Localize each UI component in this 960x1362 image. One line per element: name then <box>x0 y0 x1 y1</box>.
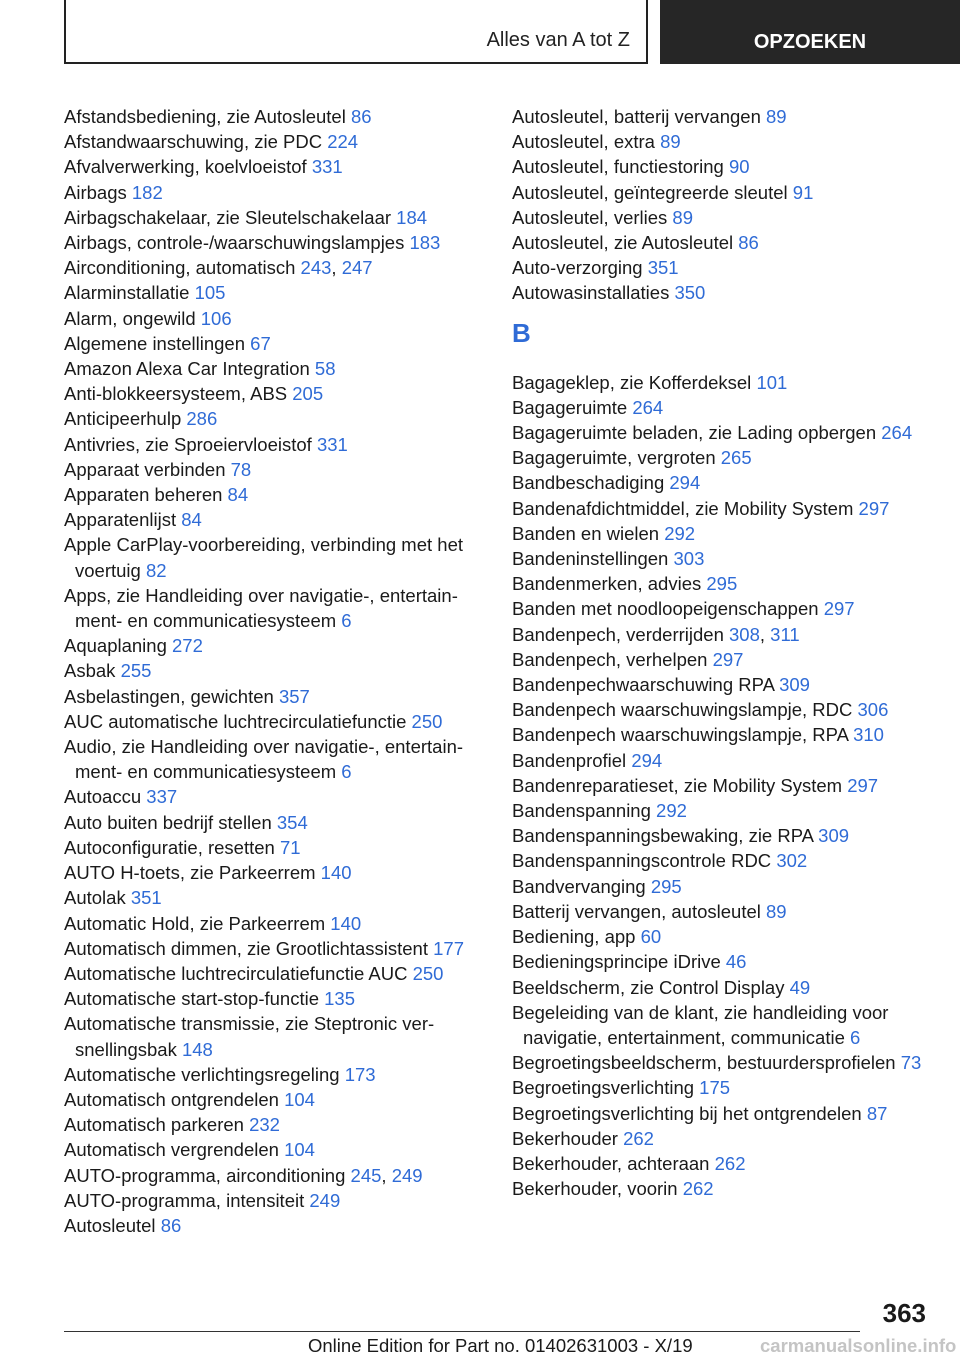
index-entry-term: Bedieningsprincipe iDrive <box>512 951 726 973</box>
index-entry <box>64 1087 484 1112</box>
page-reference-link[interactable]: 331 <box>311 156 343 178</box>
index-entry-term: Bandenpech, verhelpen <box>512 648 713 670</box>
index-entry <box>512 722 922 747</box>
index-entry <box>64 709 484 734</box>
page-reference-link[interactable]: 262 <box>682 1178 714 1200</box>
index-entry-term: Automatisch vergrendelen <box>64 1139 285 1161</box>
index-entry-term: Autosleutel, verlies <box>512 206 673 228</box>
page-reference-link[interactable]: 183 <box>409 232 441 254</box>
page-reference-link[interactable]: 297 <box>858 497 890 519</box>
index-entry <box>512 798 922 823</box>
index-entry <box>64 356 484 381</box>
index-entry-term: Bandenspanning <box>512 800 657 822</box>
index-entry-term: Bandenpech waarschuwingslampje, RDC <box>512 699 858 721</box>
page-reference-link[interactable]: 101 <box>756 371 788 393</box>
index-entry <box>512 104 922 129</box>
index-entry-term: Audio, zie Handleiding over navigatie-, entertainment- en communicatiesysteem <box>64 736 464 783</box>
index-entry <box>64 306 484 331</box>
index-entry <box>64 432 484 457</box>
index-entry <box>64 860 484 885</box>
index-entry-term: Afstandsbediening, zie Autosleutel <box>64 106 351 127</box>
index-entry <box>512 773 922 798</box>
page-reference-link[interactable]: 173 <box>344 1063 376 1085</box>
index-entry-term: Algemene instellingen <box>64 332 251 354</box>
index-entry-term: Autosleutel, geïntegreerde sleutel <box>512 181 793 203</box>
page-reference-link[interactable]: 337 <box>146 786 178 808</box>
index-entry <box>512 280 922 305</box>
page-reference-link[interactable]: 264 <box>632 396 664 418</box>
index-entry <box>512 1126 922 1151</box>
index-entry <box>512 445 922 470</box>
index-entry <box>512 496 922 521</box>
index-entry-term: Anti-blokkeersysteem, ABS <box>64 383 293 405</box>
page-reference-link[interactable]: 249 <box>391 1164 423 1186</box>
page-reference-link[interactable]: 184 <box>396 206 428 228</box>
index-entry-term: Apparaat verbinden <box>64 458 231 480</box>
page-reference-link[interactable]: 262 <box>714 1152 746 1174</box>
page-reference-link[interactable]: 224 <box>327 131 359 153</box>
page-reference-link[interactable]: 292 <box>656 800 687 822</box>
index-entry-term: Beeldscherm, zie Control Display <box>512 976 790 998</box>
index-entry-term: Autosleutel, extra <box>512 131 661 153</box>
page-reference-link[interactable]: 264 <box>881 422 913 444</box>
page-reference-link[interactable]: 351 <box>647 257 679 279</box>
page-reference-link[interactable]: 294 <box>631 749 663 771</box>
index-entry-term: Autosleutel <box>64 1214 161 1236</box>
index-entry-term: Autosleutel, zie Autosleutel <box>512 232 739 254</box>
header-label: Alles van A tot Z <box>486 29 630 51</box>
index-entry-term: Asbelastingen, gewichten <box>64 685 279 707</box>
index-entry <box>512 205 922 230</box>
page-reference-link[interactable]: 306 <box>857 699 889 721</box>
index-entry-term: Asbak <box>64 660 121 682</box>
index-entry <box>512 899 922 924</box>
index-entry <box>512 420 922 445</box>
index-entry-term: Auto buiten bedrijf stellen <box>64 811 277 833</box>
index-entry-term: Bagageruimte beladen, zie Lading opbergen <box>512 422 882 444</box>
index-entry <box>64 810 484 835</box>
index-entry-term: Alarm, ongewild <box>64 307 201 329</box>
index-entry-term: Automatic Hold, zie Parkeerrem <box>64 912 331 934</box>
index-entry <box>64 381 484 406</box>
index-entry-term: Apparatenlijst <box>64 509 182 531</box>
footer-watermark: carmanualsonline.info <box>760 1335 957 1356</box>
index-entry <box>512 571 922 596</box>
index-entry-term: Bandenpech, verderrijden <box>512 623 730 645</box>
index-entry <box>64 1137 484 1162</box>
index-entry <box>512 1000 922 1050</box>
index-entry-term: Bagageklep, zie Kofferdeksel <box>512 371 757 393</box>
index-entry-term: Bagageruimte <box>512 396 633 418</box>
index-entry <box>512 129 922 154</box>
index-entry <box>64 986 484 1011</box>
index-entry-term: Bagageruimte, vergroten <box>512 447 721 469</box>
index-entry <box>64 583 484 633</box>
index-entry-term: Automatisch dimmen, zie Grootlichtassistent <box>64 937 434 959</box>
index-entry-term: Alarminstallatie <box>64 282 195 304</box>
index-entry: Airconditioning, automatisch 243, 247 <box>64 257 373 279</box>
index-entry <box>512 975 922 1000</box>
page-reference-link[interactable]: 49 <box>789 976 811 998</box>
index-group-a <box>512 104 922 306</box>
page-reference-link[interactable]: 73 <box>900 1052 922 1074</box>
page-reference-link[interactable]: 140 <box>320 862 352 884</box>
page-reference-link[interactable]: 89 <box>766 106 787 127</box>
index-entry <box>512 1176 922 1201</box>
index-entry-term: Begroetingsverlichting <box>512 1077 700 1099</box>
page-reference-link[interactable]: 250 <box>412 962 444 984</box>
index-entry-term: Banden en wielen <box>512 522 665 544</box>
index-entry-term: Automatisch parkeren <box>64 1114 250 1136</box>
index-entry <box>512 697 922 722</box>
index-entry-term: Batterij vervangen, autosleutel <box>512 900 767 922</box>
page-reference-link[interactable]: 177 <box>433 937 464 959</box>
index-entry <box>64 1062 484 1087</box>
page-reference-link[interactable]: 309 <box>818 825 850 847</box>
page-reference-link[interactable]: 262 <box>623 1127 654 1149</box>
index-entry <box>64 633 484 658</box>
index-entry-term: Autoconfiguratie, resetten <box>64 836 280 858</box>
page-reference-link[interactable]: 104 <box>284 1139 315 1161</box>
page-reference-link[interactable]: 297 <box>823 598 855 620</box>
page-reference-link[interactable]: 78 <box>230 458 252 480</box>
page-reference-link[interactable]: 46 <box>725 951 747 973</box>
index-entry <box>64 1213 484 1238</box>
index-entry <box>512 848 922 873</box>
page-reference-link[interactable]: 265 <box>720 447 752 469</box>
page-reference-link[interactable]: 6 <box>341 610 352 632</box>
index-entry-term: Begeleiding van de klant, zie handleiding voor navigatie, entertainment, communicatie <box>512 1001 889 1048</box>
page-reference-link[interactable]: 86 <box>160 1214 182 1236</box>
index-entry-term: Apparaten beheren <box>64 484 228 506</box>
index-entry-term: Bandenreparatieset, zie Mobility System <box>512 774 848 796</box>
page-reference-link[interactable]: 311 <box>770 623 800 645</box>
index-entry <box>64 1188 484 1213</box>
index-entry-term: Apple CarPlay-voorbereiding, verbinding met het voertuig <box>64 534 463 581</box>
index-entry <box>64 507 484 532</box>
index-entry-term: Bandenpechwaarschuwing RPA <box>512 674 780 696</box>
page-reference-link[interactable]: 89 <box>660 131 681 153</box>
page-reference-link[interactable]: 292 <box>664 522 696 544</box>
index-entry <box>64 835 484 860</box>
index-entry <box>512 1050 922 1075</box>
page-reference-link[interactable]: 140 <box>330 912 362 934</box>
page-reference-link[interactable]: 86 <box>350 106 372 127</box>
page-reference-link[interactable]: 232 <box>249 1114 280 1136</box>
index-entry <box>64 406 484 431</box>
header-frame <box>64 0 648 64</box>
index-entry <box>512 823 922 848</box>
index-entry-term: Automatische verlichtingsregeling <box>64 1063 345 1085</box>
page-reference-link[interactable]: 255 <box>120 660 152 682</box>
index-entry <box>64 911 484 936</box>
index-entry-term: Afstandwaarschuwing, zie PDC <box>64 131 328 153</box>
index-entry-term: Auto-verzorging <box>512 257 648 279</box>
index-entry <box>512 924 922 949</box>
index-entry-term: Apps, zie Handleiding over navigatie-, entertainment- en communicatiesysteem <box>64 584 458 632</box>
index-entry <box>64 180 484 205</box>
index-entry <box>512 647 922 672</box>
page-reference-link[interactable]: 91 <box>792 181 814 203</box>
index-entry-term: Autolak <box>64 887 131 909</box>
footer-edition: Online Edition for Part no. 01402631003 - X/19 <box>308 1335 693 1356</box>
index-entry-term: Airbags <box>64 181 132 203</box>
index-entry <box>512 180 922 205</box>
page-reference-link[interactable]: 294 <box>669 472 701 494</box>
page-reference-link[interactable]: 175 <box>699 1077 731 1099</box>
index-entry-term: Automatische transmissie, zie Steptronic versnellingsbak <box>64 1013 435 1060</box>
page-reference-link[interactable]: 354 <box>276 811 308 833</box>
index-entry-term: Bandvervanging <box>512 875 651 897</box>
page-reference-link[interactable]: 309 <box>779 674 810 696</box>
index-entry <box>512 748 922 773</box>
page-reference-link[interactable]: 60 <box>640 926 662 948</box>
index-entry-term: Bekerhouder, achteraan <box>512 1152 715 1174</box>
page-reference-link[interactable]: 297 <box>847 774 879 796</box>
page-reference-link[interactable]: 89 <box>766 900 787 922</box>
page-reference-link[interactable]: 308 <box>729 623 760 645</box>
index-entry <box>64 658 484 683</box>
index-entry <box>64 734 484 784</box>
index-entry-term: Automatische luchtrecirculatiefunctie AUC <box>64 962 413 984</box>
index-entry <box>64 936 484 961</box>
section-letter: B <box>512 317 531 348</box>
index-group-b <box>512 370 922 1202</box>
index-entry-term: Bekerhouder <box>512 1127 624 1149</box>
page-reference-link[interactable]: 350 <box>674 282 706 304</box>
footer-divider <box>64 1331 860 1332</box>
index-entry-term: Airbags, controle-/waarschuwingslampjes <box>64 232 410 254</box>
page-reference-link[interactable]: 302 <box>776 850 808 872</box>
index-entry <box>64 1112 484 1137</box>
page-reference-link[interactable]: 295 <box>706 573 738 595</box>
index-entry-term: Airconditioning, automatisch <box>64 257 301 279</box>
page-reference-link[interactable]: 89 <box>672 206 693 228</box>
index-entry-term: Autowasinstallaties <box>512 282 675 304</box>
index-entry-term: Bandenmerken, advies <box>512 573 707 595</box>
index-entry <box>512 874 922 899</box>
index-entry-term: Banden met noodloopeigenschappen <box>512 598 824 620</box>
index-entry-term: Autosleutel, batterij vervangen <box>512 106 767 127</box>
index-entry <box>512 1075 922 1100</box>
index-entry-term: Automatisch ontgrendelen <box>64 1088 285 1110</box>
index-entry <box>512 672 922 697</box>
index-entry: AUTO-programma, airconditioning 245, 249 <box>64 1164 423 1186</box>
index-column-left <box>64 104 484 1238</box>
page-reference-link[interactable]: 250 <box>411 710 443 732</box>
index-entry <box>64 1011 484 1061</box>
page-reference-link[interactable]: 249 <box>309 1189 341 1211</box>
page-reference-link[interactable]: 245 <box>350 1164 382 1186</box>
index-entry-term: Aquaplaning <box>64 635 173 657</box>
page-reference-link[interactable]: 105 <box>194 282 226 304</box>
index-entry <box>64 280 484 305</box>
index-entry-term: Begroetingsverlichting bij het ontgrendelen <box>512 1102 867 1124</box>
index-entry <box>64 331 484 356</box>
index-entry-term: Bandeninstellingen <box>512 548 674 570</box>
index-entry <box>512 521 922 546</box>
index-entry <box>512 255 922 280</box>
index-entry <box>64 457 484 482</box>
index-entry-term: Autoaccu <box>64 786 147 808</box>
page-reference-link[interactable]: 82 <box>145 559 167 581</box>
index-entry <box>64 532 484 582</box>
page-reference-link[interactable]: 351 <box>130 887 162 909</box>
page-reference-link[interactable]: 84 <box>227 484 249 506</box>
index-entry <box>64 885 484 910</box>
index-entry <box>512 154 922 179</box>
index-entry-term: Bandbeschadiging <box>512 472 670 494</box>
page-reference-link[interactable]: 243 <box>300 257 332 279</box>
page-reference-link[interactable]: 182 <box>131 181 163 203</box>
index-entry-term: Automatische start-stop-functie <box>64 988 325 1010</box>
page-reference-link[interactable]: 357 <box>278 685 310 707</box>
index-entry-term: Airbagschakelaar, zie Sleutelschakelaar <box>64 206 397 228</box>
index-entry-term: AUC automatische luchtrecirculatiefunctie <box>64 710 412 732</box>
index-entry <box>64 104 484 129</box>
index-entry-term: Autosleutel, functiestoring <box>512 156 729 178</box>
index-entry-term: Antivries, zie Sproeiervloeistof <box>64 433 317 455</box>
index-entry <box>64 482 484 507</box>
index-column-right <box>512 104 922 1201</box>
tab-opzoeken[interactable]: OPZOEKEN <box>660 0 960 64</box>
index-entry <box>64 154 484 179</box>
index-entry-term: Bediening, app <box>512 926 641 948</box>
page-reference-link[interactable]: 297 <box>712 648 744 670</box>
index-entry <box>64 230 484 255</box>
page-reference-link[interactable]: 286 <box>186 408 218 430</box>
page-reference-link[interactable]: 58 <box>314 358 336 380</box>
index-entry-term: AUTO H-toets, zie Parkeerrem <box>64 862 321 884</box>
index-entry <box>64 684 484 709</box>
page-reference-link[interactable]: 148 <box>181 1038 213 1060</box>
page-reference-link[interactable]: 67 <box>250 332 271 354</box>
page-reference-link[interactable]: 247 <box>341 257 373 279</box>
page-reference-link[interactable]: 106 <box>200 307 232 329</box>
page-reference-link[interactable]: 272 <box>172 635 203 657</box>
page-reference-link[interactable]: 295 <box>650 875 682 897</box>
index-entry <box>512 1151 922 1176</box>
index-entry <box>512 470 922 495</box>
index-entry-term: Afvalverwerking, koelvloeistof <box>64 156 312 178</box>
index-entry-term: Bandenafdichtmiddel, zie Mobility System <box>512 497 859 519</box>
index-entry-term: Bandenspanningscontrole RDC <box>512 850 777 872</box>
page-reference-link[interactable]: 86 <box>738 232 759 254</box>
index-entry-term: AUTO-programma, airconditioning <box>64 1164 351 1186</box>
index-entry <box>512 1101 922 1126</box>
index-entry: Bandenpech, verderrijden 308, 311 <box>512 623 800 645</box>
index-entry <box>64 129 484 154</box>
index-entry <box>512 370 922 395</box>
page-reference-link[interactable]: 71 <box>279 836 301 858</box>
index-entry-term: Amazon Alexa Car Integration <box>64 358 315 380</box>
index-entry-term: Begroetingsbeeldscherm, bestuurdersprofielen <box>512 1052 901 1074</box>
index-entry <box>512 230 922 255</box>
page-reference-link[interactable]: 6 <box>341 761 352 783</box>
index-entry <box>64 961 484 986</box>
index-entry <box>512 395 922 420</box>
index-entry-term: Anticipeerhulp <box>64 408 187 430</box>
index-entry-term: AUTO-programma, intensiteit <box>64 1189 310 1211</box>
index-entry <box>64 205 484 230</box>
page-number: 363 <box>882 1298 926 1328</box>
page-reference-link[interactable]: 87 <box>866 1102 888 1124</box>
page-reference-link[interactable]: 303 <box>673 548 705 570</box>
page-reference-link[interactable]: 90 <box>729 156 750 178</box>
index-entry-term: Bandenspanningsbewaking, zie RPA <box>512 825 819 847</box>
index-entry <box>512 949 922 974</box>
index-entry <box>512 546 922 571</box>
index-entry <box>64 784 484 809</box>
index-entry-term: Bekerhouder, voorin <box>512 1178 683 1200</box>
page-reference-link[interactable]: 310 <box>853 724 884 746</box>
page-reference-link[interactable]: 205 <box>292 383 324 405</box>
page-reference-link[interactable]: 104 <box>284 1088 315 1110</box>
page-reference-link[interactable]: 135 <box>324 988 356 1010</box>
page-reference-link[interactable]: 331 <box>316 433 348 455</box>
page-reference-link[interactable]: 6 <box>850 1026 861 1048</box>
index-entry-term: Bandenpech waarschuwingslampje, RPA <box>512 724 854 746</box>
page-reference-link[interactable]: 84 <box>181 509 202 531</box>
index-entry <box>512 596 922 621</box>
index-entry-term: Bandenprofiel <box>512 749 632 771</box>
